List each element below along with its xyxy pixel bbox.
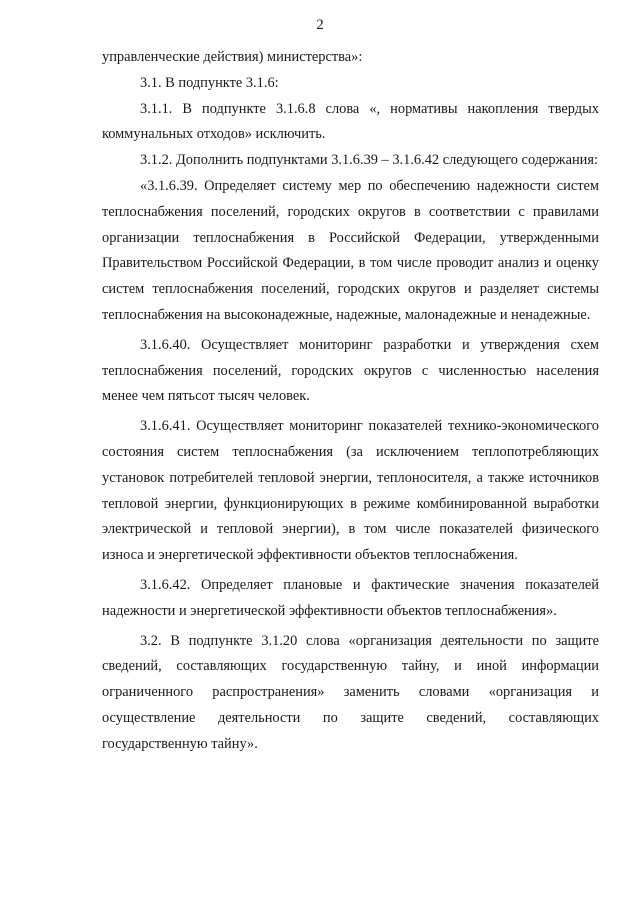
page-number: 2 bbox=[316, 17, 324, 33]
paragraph-3-2: 3.2. В подпункте 3.1.20 слова «организация деятельности по защите сведений, составляющих государственную тайну, и иной информации ограниченного распространения» заменить словами «организация и осуществление деятельности по защите сведений, составляющих государственную тайну». bbox=[102, 632, 599, 752]
paragraph-3-1-6-39: «3.1.6.39. Определяет систему мер по обеспечению надежности систем теплоснабжения поселений, городских округов в соответствии с правилами организации теплоснабжения в Российской Федерации, утвержденными Правительством Российской Федерации, в том числе проводит анализ и оценку систем теплоснабжения поселений, городских округов и разделяет системы теплоснабжения на высоконадежные, надежные, малонадежные и ненадежные. bbox=[102, 177, 599, 323]
paragraph-3-1-2: 3.1.2. Дополнить подпунктами 3.1.6.39 – 3.1.6.42 следующего содержания: bbox=[140, 152, 598, 169]
paragraph-3-1-6-40: 3.1.6.40. Осуществляет мониторинг разработки и утверждения схем теплоснабжения поселений, городских округов с численностью населения менее чем пятьсот тысяч человек. bbox=[102, 336, 599, 405]
paragraph-3-1-6-41: 3.1.6.41. Осуществляет мониторинг показателей технико-экономического состояния систем теплоснабжения (за исключением теплопотребляющих установок потребителей тепловой энергии, теплоносителя, а также источников тепловой энергии, функционирующих в режиме комбинированной выработки электрической и тепловой энергии), в том числе показателей физического износа и энергетической эффективности объектов теплоснабжения. bbox=[102, 418, 599, 564]
paragraph-3-1-6-42: 3.1.6.42. Определяет плановые и фактические значения показателей надежности и энергетической эффективности объектов теплоснабжения». bbox=[102, 576, 599, 619]
paragraph-3-1: 3.1. В подпункте 3.1.6: bbox=[140, 74, 279, 91]
document-body bbox=[102, 45, 599, 758]
paragraph-continuation: управленческие действия) министерства»: bbox=[102, 49, 363, 65]
paragraph-3-1-1: 3.1.1. В подпункте 3.1.6.8 слова «, нормативы накопления твердых коммунальных отходов» исключить. bbox=[102, 100, 599, 143]
